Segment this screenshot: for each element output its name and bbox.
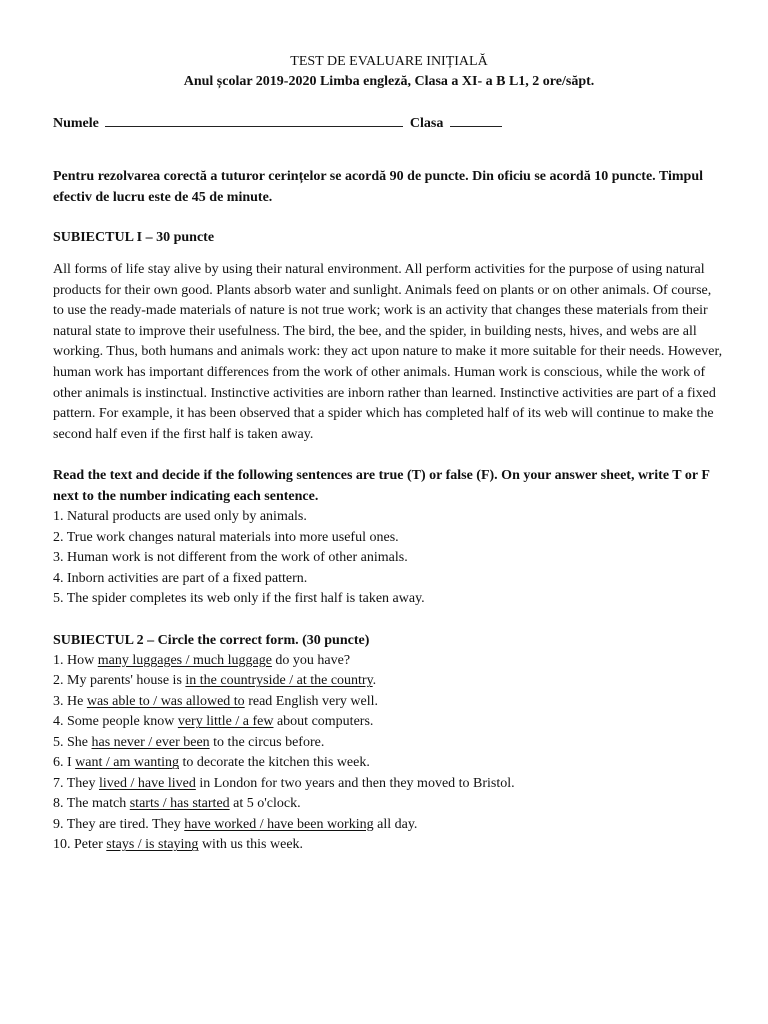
choice-options[interactable]: have worked / have been working [184,816,374,832]
circle-form-item [53,651,725,672]
circle-form-item [53,671,725,692]
item-prefix: 4. Some people know [53,714,178,730]
item-prefix: 3. He [53,693,87,709]
choice-options[interactable]: has never / ever been [91,734,210,750]
true-false-list [53,507,725,610]
item-suffix: do you have? [271,652,351,668]
true-false-item: 4. Inborn activities are part of a fixed pattern. [53,570,308,586]
choice-options[interactable]: want / am wanting [75,755,179,771]
circle-form-item [53,815,725,836]
circle-form-item [53,774,725,795]
true-false-item: 1. Natural products are used only by animals. [53,509,307,525]
choice-options[interactable]: in the countryside / at the country [185,673,373,689]
circle-form-item [53,692,725,713]
true-false-item: 3. Human work is not different from the work of other animals. [53,550,408,566]
true-false-item: 5. The spider completes its web only if the first half is taken away. [53,591,425,607]
item-prefix: 2. My parents' house is [53,673,186,689]
choice-options[interactable]: starts / has started [129,796,230,812]
item-suffix: in London for two years and then they moved to Bristol. [195,775,515,791]
circle-form-item [53,712,725,733]
item-suffix: about computers. [273,714,374,730]
subject1-task: Read the text and decide if the following sentences are true (T) or false (F). On your answer sheet, write T or F next to the number indicating each sentence. [53,468,710,504]
reading-passage: All forms of life stay alive by using their natural environment. All perform activities for the purpose of using natural products for their own good. Plants absorb water and sunlight. Animals feed on plants or on other animals. Of course, to use the ready-made materials of nature is not true work; work is an activity that changes these materials from their natural state to improve their usefulness. The bird, the bee, and the spider, in building nests, hives, and webs are all working. Thus, both humans and animals work: they act upon nature to make it more suitable for their needs. However, human work has important differences from the work of other animals. Human work is conscious, while the work of other animals is instinctual. Instinctive activities are inborn rather than learned. Instinctive activities are part of a fixed pattern. For example, it has been observed that a spider which has completed half of its web will continue to make the second half even if the first half is taken away. [53,262,723,442]
name-class-row [53,112,725,134]
class-blank-field[interactable] [450,112,502,127]
item-prefix: 1. How [53,652,98,668]
true-false-item: 2. True work changes natural materials into more useful ones. [53,529,399,545]
class-label: Clasa [409,116,444,131]
instructions-text: Pentru rezolvarea corectă a tuturor cerințelor se acordă 90 de puncte. Din oficiu se acordă 10 puncte. Timpul efectiv de lucru este de 45 de minute. [53,169,704,205]
choice-options[interactable]: many luggages / much luggage [97,652,272,668]
choice-options[interactable]: very little / a few [177,714,274,730]
circle-form-item [53,835,725,856]
item-prefix: 6. I [53,755,76,771]
subject2-heading: SUBIECTUL 2 – Circle the correct form. (30 puncte) [53,632,370,648]
circle-form-item [53,753,725,774]
item-prefix: 7. They [53,775,100,791]
item-suffix: all day. [373,816,418,832]
item-prefix: 10. Peter [53,837,107,853]
circle-form-item [53,733,725,754]
name-blank-field[interactable] [105,112,403,127]
item-suffix: . [372,673,377,689]
item-suffix: to decorate the kitchen this week. [178,755,370,771]
subject1-heading: SUBIECTUL I – 30 puncte [53,230,215,245]
item-prefix: 8. The match [53,796,130,812]
item-suffix: with us this week. [198,837,304,853]
page-title: TEST DE EVALUARE INIȚIALĂ [290,54,488,69]
item-suffix: read English very well. [244,693,379,709]
circle-form-list [53,651,725,856]
item-prefix: 9. They are tired. They [53,816,185,832]
item-prefix: 5. She [53,734,92,750]
item-suffix: at 5 o'clock. [229,796,301,812]
choice-options[interactable]: lived / have lived [99,775,196,791]
circle-form-item [53,794,725,815]
item-suffix: to the circus before. [209,734,325,750]
choice-options[interactable]: stays / is staying [106,837,199,853]
test-page [53,52,725,856]
page-subtitle: Anul școlar 2019-2020 Limba engleză, Clasa a XI- a B L1, 2 ore/săpt. [183,74,595,89]
choice-options[interactable]: was able to / was allowed to [86,693,245,709]
name-label: Numele [53,116,99,131]
